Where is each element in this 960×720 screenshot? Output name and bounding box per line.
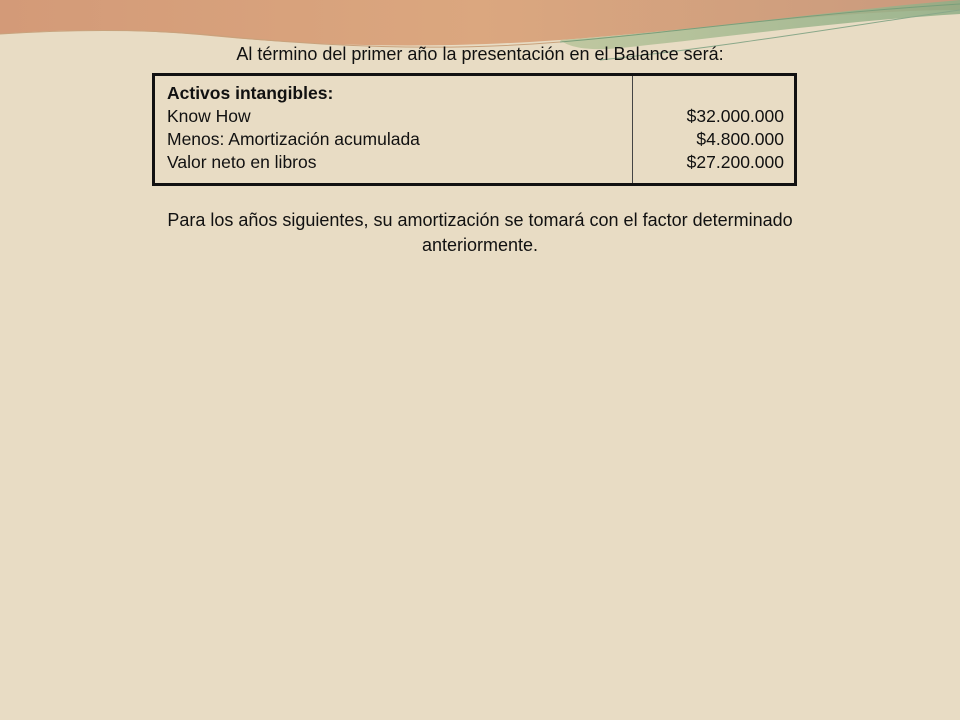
amount-column [633, 75, 796, 185]
balance-table [152, 73, 797, 186]
slide-title: Al término del primer año la presentación en el Balance será: [236, 44, 724, 64]
table-row [154, 75, 796, 185]
label-column [154, 75, 633, 185]
row-amount-know-how: $32.000.000 [686, 106, 784, 126]
row-amount-amortizacion: $4.800.000 [696, 129, 784, 149]
row-label-know-how: Know How [167, 106, 251, 126]
row-amount-valor-neto: $27.200.000 [686, 152, 784, 172]
amount-spacer [645, 82, 784, 105]
header-swoosh-decoration [0, 0, 960, 80]
row-label-amortizacion: Menos: Amortización acumulada [167, 129, 420, 149]
row-label-valor-neto: Valor neto en libros [167, 152, 317, 172]
table-heading: Activos intangibles: [167, 83, 334, 103]
note-text: Para los años siguientes, su amortización se tomará con el factor determinado anteriormente. [167, 210, 793, 255]
